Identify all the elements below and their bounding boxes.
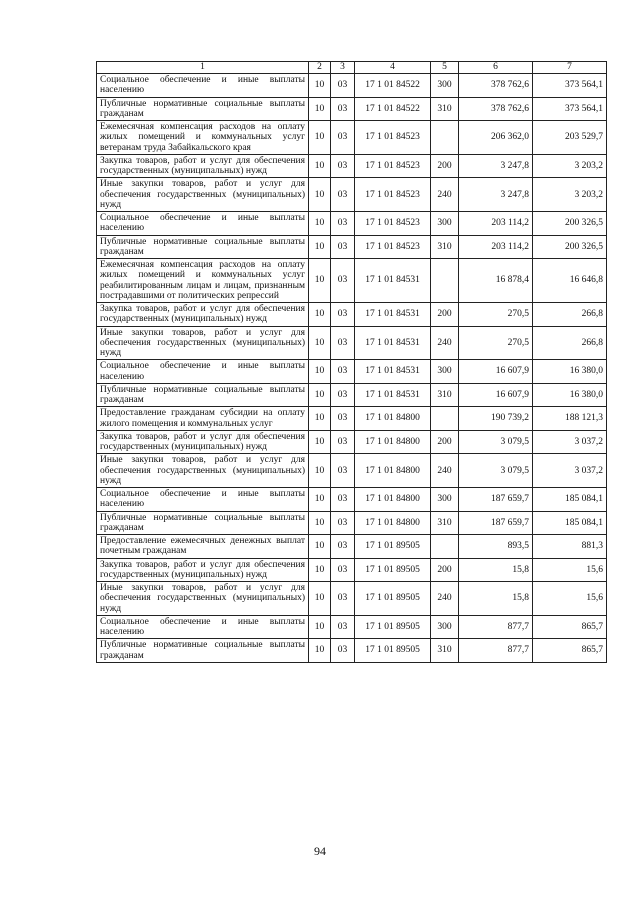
row-description: Социальное обеспечение и иные выплаты населению bbox=[97, 212, 309, 236]
table-row bbox=[97, 582, 607, 616]
section-code: 10 bbox=[309, 360, 331, 384]
row-description: Иные закупки товаров, работ и услуг для обеспечения государственных (муниципальных) нужд bbox=[97, 454, 309, 488]
row-description: Публичные нормативные социальные выплаты гражданам bbox=[97, 235, 309, 259]
amount-year-1: 270,5 bbox=[459, 303, 533, 327]
subsection-code: 03 bbox=[331, 615, 355, 639]
row-description: Публичные нормативные социальные выплаты гражданам bbox=[97, 511, 309, 535]
row-description: Публичные нормативные социальные выплаты гражданам bbox=[97, 639, 309, 663]
target-article-code: 17 1 01 89505 bbox=[355, 639, 431, 663]
subsection-code: 03 bbox=[331, 154, 355, 178]
amount-year-2: 3 037,2 bbox=[533, 454, 607, 488]
subsection-code: 03 bbox=[331, 212, 355, 236]
amount-year-1: 893,5 bbox=[459, 535, 533, 559]
expense-type-code: 300 bbox=[431, 212, 459, 236]
row-description: Предоставление гражданам субсидии на оплату жилого помещения и коммунальных услуг bbox=[97, 407, 309, 431]
table-row bbox=[97, 97, 607, 121]
target-article-code: 17 1 01 84800 bbox=[355, 407, 431, 431]
column-number-header-row bbox=[97, 62, 607, 74]
table-row bbox=[97, 235, 607, 259]
target-article-code: 17 1 01 84800 bbox=[355, 430, 431, 454]
section-code: 10 bbox=[309, 74, 331, 98]
subsection-code: 03 bbox=[331, 303, 355, 327]
target-article-code: 17 1 01 84800 bbox=[355, 488, 431, 512]
header-col-6: 6 bbox=[459, 62, 533, 74]
row-description: Закупка товаров, работ и услуг для обеспечения государственных (муниципальных) нужд bbox=[97, 303, 309, 327]
target-article-code: 17 1 01 84523 bbox=[355, 154, 431, 178]
amount-year-1: 3 247,8 bbox=[459, 178, 533, 212]
amount-year-1: 3 079,5 bbox=[459, 454, 533, 488]
amount-year-2: 266,8 bbox=[533, 303, 607, 327]
budget-table bbox=[96, 61, 607, 663]
section-code: 10 bbox=[309, 326, 331, 360]
amount-year-1: 15,8 bbox=[459, 582, 533, 616]
target-article-code: 17 1 01 84523 bbox=[355, 212, 431, 236]
table-row bbox=[97, 74, 607, 98]
row-description: Публичные нормативные социальные выплаты гражданам bbox=[97, 97, 309, 121]
amount-year-1: 203 114,2 bbox=[459, 212, 533, 236]
table-row bbox=[97, 511, 607, 535]
amount-year-1: 378 762,6 bbox=[459, 74, 533, 98]
table-row bbox=[97, 454, 607, 488]
table-row bbox=[97, 326, 607, 360]
amount-year-2: 16 380,0 bbox=[533, 383, 607, 407]
subsection-code: 03 bbox=[331, 407, 355, 431]
header-col-7: 7 bbox=[533, 62, 607, 74]
subsection-code: 03 bbox=[331, 582, 355, 616]
amount-year-2: 16 646,8 bbox=[533, 259, 607, 303]
subsection-code: 03 bbox=[331, 558, 355, 582]
target-article-code: 17 1 01 84522 bbox=[355, 74, 431, 98]
row-description: Публичные нормативные социальные выплаты гражданам bbox=[97, 383, 309, 407]
row-description: Социальное обеспечение и иные выплаты населению bbox=[97, 615, 309, 639]
section-code: 10 bbox=[309, 212, 331, 236]
expense-type-code: 200 bbox=[431, 558, 459, 582]
expense-type-code: 300 bbox=[431, 615, 459, 639]
target-article-code: 17 1 01 89505 bbox=[355, 582, 431, 616]
section-code: 10 bbox=[309, 615, 331, 639]
row-description: Закупка товаров, работ и услуг для обеспечения государственных (муниципальных) нужд bbox=[97, 558, 309, 582]
subsection-code: 03 bbox=[331, 74, 355, 98]
table-row bbox=[97, 154, 607, 178]
expense-type-code bbox=[431, 121, 459, 155]
expense-type-code: 200 bbox=[431, 303, 459, 327]
amount-year-1: 203 114,2 bbox=[459, 235, 533, 259]
target-article-code: 17 1 01 84531 bbox=[355, 383, 431, 407]
section-code: 10 bbox=[309, 259, 331, 303]
row-description: Социальное обеспечение и иные выплаты населению bbox=[97, 74, 309, 98]
table-row bbox=[97, 259, 607, 303]
subsection-code: 03 bbox=[331, 178, 355, 212]
amount-year-2: 200 326,5 bbox=[533, 212, 607, 236]
subsection-code: 03 bbox=[331, 511, 355, 535]
subsection-code: 03 bbox=[331, 97, 355, 121]
target-article-code: 17 1 01 89505 bbox=[355, 535, 431, 559]
target-article-code: 17 1 01 89505 bbox=[355, 615, 431, 639]
section-code: 10 bbox=[309, 178, 331, 212]
row-description: Предоставление ежемесячных денежных выплат почетным гражданам bbox=[97, 535, 309, 559]
subsection-code: 03 bbox=[331, 360, 355, 384]
table-row bbox=[97, 430, 607, 454]
section-code: 10 bbox=[309, 454, 331, 488]
row-description: Иные закупки товаров, работ и услуг для обеспечения государственных (муниципальных) нужд bbox=[97, 326, 309, 360]
expense-type-code: 300 bbox=[431, 488, 459, 512]
expense-type-code: 310 bbox=[431, 639, 459, 663]
amount-year-1: 190 739,2 bbox=[459, 407, 533, 431]
subsection-code: 03 bbox=[331, 488, 355, 512]
header-col-2: 2 bbox=[309, 62, 331, 74]
amount-year-2: 373 564,1 bbox=[533, 97, 607, 121]
row-description: Ежемесячная компенсация расходов на оплату жилых помещений и коммунальных услуг реабилитированным лицам и лицам, признанным пострадавшими от политических репрессий bbox=[97, 259, 309, 303]
row-description: Иные закупки товаров, работ и услуг для обеспечения государственных (муниципальных) нужд bbox=[97, 582, 309, 616]
header-col-1: 1 bbox=[97, 62, 309, 74]
table-row bbox=[97, 615, 607, 639]
section-code: 10 bbox=[309, 535, 331, 559]
expense-type-code: 240 bbox=[431, 326, 459, 360]
subsection-code: 03 bbox=[331, 639, 355, 663]
section-code: 10 bbox=[309, 303, 331, 327]
target-article-code: 17 1 01 84523 bbox=[355, 121, 431, 155]
expense-type-code: 300 bbox=[431, 360, 459, 384]
expense-type-code: 310 bbox=[431, 383, 459, 407]
subsection-code: 03 bbox=[331, 121, 355, 155]
expense-type-code: 310 bbox=[431, 511, 459, 535]
budget-table-container bbox=[96, 61, 606, 663]
table-row bbox=[97, 360, 607, 384]
amount-year-2: 865,7 bbox=[533, 615, 607, 639]
target-article-code: 17 1 01 84531 bbox=[355, 326, 431, 360]
table-row bbox=[97, 488, 607, 512]
amount-year-1: 16 878,4 bbox=[459, 259, 533, 303]
amount-year-1: 187 659,7 bbox=[459, 488, 533, 512]
section-code: 10 bbox=[309, 121, 331, 155]
amount-year-1: 877,7 bbox=[459, 615, 533, 639]
amount-year-2: 200 326,5 bbox=[533, 235, 607, 259]
table-row bbox=[97, 407, 607, 431]
row-description: Социальное обеспечение и иные выплаты населению bbox=[97, 360, 309, 384]
expense-type-code bbox=[431, 535, 459, 559]
table-row bbox=[97, 383, 607, 407]
table-row bbox=[97, 121, 607, 155]
section-code: 10 bbox=[309, 511, 331, 535]
row-description: Ежемесячная компенсация расходов на оплату жилых помещений и коммунальных услуг ветеранам труда Забайкальского края bbox=[97, 121, 309, 155]
amount-year-2: 373 564,1 bbox=[533, 74, 607, 98]
section-code: 10 bbox=[309, 235, 331, 259]
target-article-code: 17 1 01 84800 bbox=[355, 454, 431, 488]
section-code: 10 bbox=[309, 639, 331, 663]
amount-year-1: 378 762,6 bbox=[459, 97, 533, 121]
amount-year-1: 877,7 bbox=[459, 639, 533, 663]
target-article-code: 17 1 01 84800 bbox=[355, 511, 431, 535]
table-body bbox=[97, 74, 607, 663]
expense-type-code: 300 bbox=[431, 74, 459, 98]
expense-type-code: 200 bbox=[431, 430, 459, 454]
amount-year-2: 266,8 bbox=[533, 326, 607, 360]
expense-type-code bbox=[431, 407, 459, 431]
amount-year-2: 16 380,0 bbox=[533, 360, 607, 384]
section-code: 10 bbox=[309, 488, 331, 512]
section-code: 10 bbox=[309, 407, 331, 431]
amount-year-2: 203 529,7 bbox=[533, 121, 607, 155]
subsection-code: 03 bbox=[331, 259, 355, 303]
expense-type-code: 240 bbox=[431, 178, 459, 212]
header-col-3: 3 bbox=[331, 62, 355, 74]
row-description: Закупка товаров, работ и услуг для обеспечения государственных (муниципальных) нужд bbox=[97, 154, 309, 178]
section-code: 10 bbox=[309, 97, 331, 121]
amount-year-1: 16 607,9 bbox=[459, 383, 533, 407]
amount-year-1: 3 079,5 bbox=[459, 430, 533, 454]
table-row bbox=[97, 212, 607, 236]
amount-year-2: 3 037,2 bbox=[533, 430, 607, 454]
table-row bbox=[97, 558, 607, 582]
subsection-code: 03 bbox=[331, 430, 355, 454]
subsection-code: 03 bbox=[331, 383, 355, 407]
row-description: Закупка товаров, работ и услуг для обеспечения государственных (муниципальных) нужд bbox=[97, 430, 309, 454]
target-article-code: 17 1 01 89505 bbox=[355, 558, 431, 582]
amount-year-1: 206 362,0 bbox=[459, 121, 533, 155]
section-code: 10 bbox=[309, 383, 331, 407]
row-description: Социальное обеспечение и иные выплаты населению bbox=[97, 488, 309, 512]
subsection-code: 03 bbox=[331, 454, 355, 488]
expense-type-code: 240 bbox=[431, 454, 459, 488]
subsection-code: 03 bbox=[331, 235, 355, 259]
target-article-code: 17 1 01 84523 bbox=[355, 178, 431, 212]
subsection-code: 03 bbox=[331, 326, 355, 360]
table-row bbox=[97, 535, 607, 559]
target-article-code: 17 1 01 84523 bbox=[355, 235, 431, 259]
amount-year-2: 865,7 bbox=[533, 639, 607, 663]
section-code: 10 bbox=[309, 582, 331, 616]
page-number: 94 bbox=[314, 844, 326, 858]
table-row bbox=[97, 303, 607, 327]
amount-year-2: 15,6 bbox=[533, 582, 607, 616]
amount-year-2: 3 203,2 bbox=[533, 154, 607, 178]
expense-type-code: 200 bbox=[431, 154, 459, 178]
amount-year-1: 15,8 bbox=[459, 558, 533, 582]
expense-type-code: 240 bbox=[431, 582, 459, 616]
table-row bbox=[97, 178, 607, 212]
amount-year-1: 3 247,8 bbox=[459, 154, 533, 178]
amount-year-1: 187 659,7 bbox=[459, 511, 533, 535]
amount-year-1: 16 607,9 bbox=[459, 360, 533, 384]
subsection-code: 03 bbox=[331, 535, 355, 559]
section-code: 10 bbox=[309, 558, 331, 582]
amount-year-2: 185 084,1 bbox=[533, 511, 607, 535]
expense-type-code bbox=[431, 259, 459, 303]
table-row bbox=[97, 639, 607, 663]
expense-type-code: 310 bbox=[431, 235, 459, 259]
header-col-4: 4 bbox=[355, 62, 431, 74]
target-article-code: 17 1 01 84531 bbox=[355, 360, 431, 384]
amount-year-2: 15,6 bbox=[533, 558, 607, 582]
target-article-code: 17 1 01 84531 bbox=[355, 259, 431, 303]
header-col-5: 5 bbox=[431, 62, 459, 74]
target-article-code: 17 1 01 84531 bbox=[355, 303, 431, 327]
section-code: 10 bbox=[309, 154, 331, 178]
amount-year-1: 270,5 bbox=[459, 326, 533, 360]
expense-type-code: 310 bbox=[431, 97, 459, 121]
section-code: 10 bbox=[309, 430, 331, 454]
amount-year-2: 881,3 bbox=[533, 535, 607, 559]
target-article-code: 17 1 01 84522 bbox=[355, 97, 431, 121]
row-description: Иные закупки товаров, работ и услуг для обеспечения государственных (муниципальных) нужд bbox=[97, 178, 309, 212]
amount-year-2: 3 203,2 bbox=[533, 178, 607, 212]
amount-year-2: 185 084,1 bbox=[533, 488, 607, 512]
amount-year-2: 188 121,3 bbox=[533, 407, 607, 431]
